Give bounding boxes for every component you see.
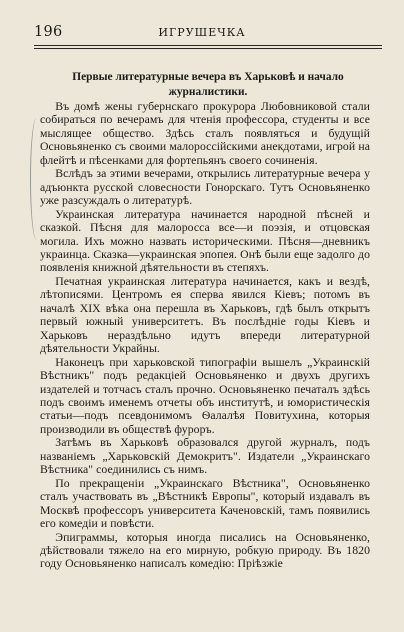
header-rule: [34, 45, 382, 46]
header-rule-thin: [34, 48, 382, 49]
body-text: [40, 100, 370, 571]
paragraph: Украинская литература начинается народной пѣсней и сказкой. Пѣсня для малоросса все—и поэзія, и отцовская могила. Ихъ можно назвать историческими. Пѣсня—дневникъ украинца. Сказка—украинская эпопея. Онѣ были еще задолго до появленія книжной дѣятельности въ степяхъ.: [40, 207, 370, 275]
running-title: ИГРУШЕЧКА: [158, 26, 246, 39]
section-heading: Первые литературные вечера въ Харьковѣ и начало журналистики.: [72, 71, 344, 98]
paragraph: Въ домѣ жены губернскаго прокурора Любовниковой стали собираться по вечерамъ для чтенія профессора, студенты и все мыслящее общество. Здѣсь сталъ появляться и будущій Основьяненко съ своими малороссійскими анекдотами, игрой на флейтѣ и пѣсенками для фортепьянъ своего сочиненія.: [40, 100, 370, 167]
paragraph: Вслѣдъ за этими вечерами, открылись литературные вечера у адъюнкта русской словесности Гонорскаго. Тутъ Основьяненко уже разсуждалъ о литературѣ.: [40, 167, 370, 208]
paragraph: По прекращеніи „Украинскаго Вѣстника", Основьяненко сталъ участвовать въ „Вѣстникѣ Европы", который издавалъ въ Москвѣ профессоръ университета Каченовскій, тамъ появились его комедіи и повѣсти.: [40, 476, 370, 531]
paragraph: Затѣмъ въ Харьковѣ образовался другой журналъ, подъ названіемъ „Харьковскій Демокритъ". Издатели „Украинскаго Вѣстника" соединились съ нимъ.: [40, 436, 370, 477]
page-number: 196: [34, 24, 63, 40]
paragraph: Наконецъ при харьковской типографіи вышелъ „Украинскій Вѣстникъ" подъ редакціей Основьяненко и двухъ другихъ издателей и тотчасъ сталъ прочно. Основьяненко печаталъ здѣсь подъ своимъ именемъ отчеты объ институтѣ, и юмористическія статьи—подъ псевдонимомъ Ѳалалѣя Повитухина, которыя производили въ обществѣ фуроръ.: [40, 355, 370, 436]
paragraph: Эпиграммы, которыя иногда писались на Основьяненко, дѣйствовали тяжело на его мирную, робкую природу. Въ 1820 году Основьяненко написалъ комедію: Пріѣзжіе: [40, 530, 370, 571]
paragraph: Печатная украинская литература начинается, какъ и вездѣ, лѣтописями. Центромъ ея сперва явился Кіевъ; потомъ въ началѣ XIX вѣка она перешла въ Харьковъ, гдѣ былъ открытъ первый южный университетъ. Въ послѣдніе годы Кіевъ и Харьковъ нераздѣльно идутъ впереди литературной дѣятельности Украйны.: [40, 274, 370, 356]
